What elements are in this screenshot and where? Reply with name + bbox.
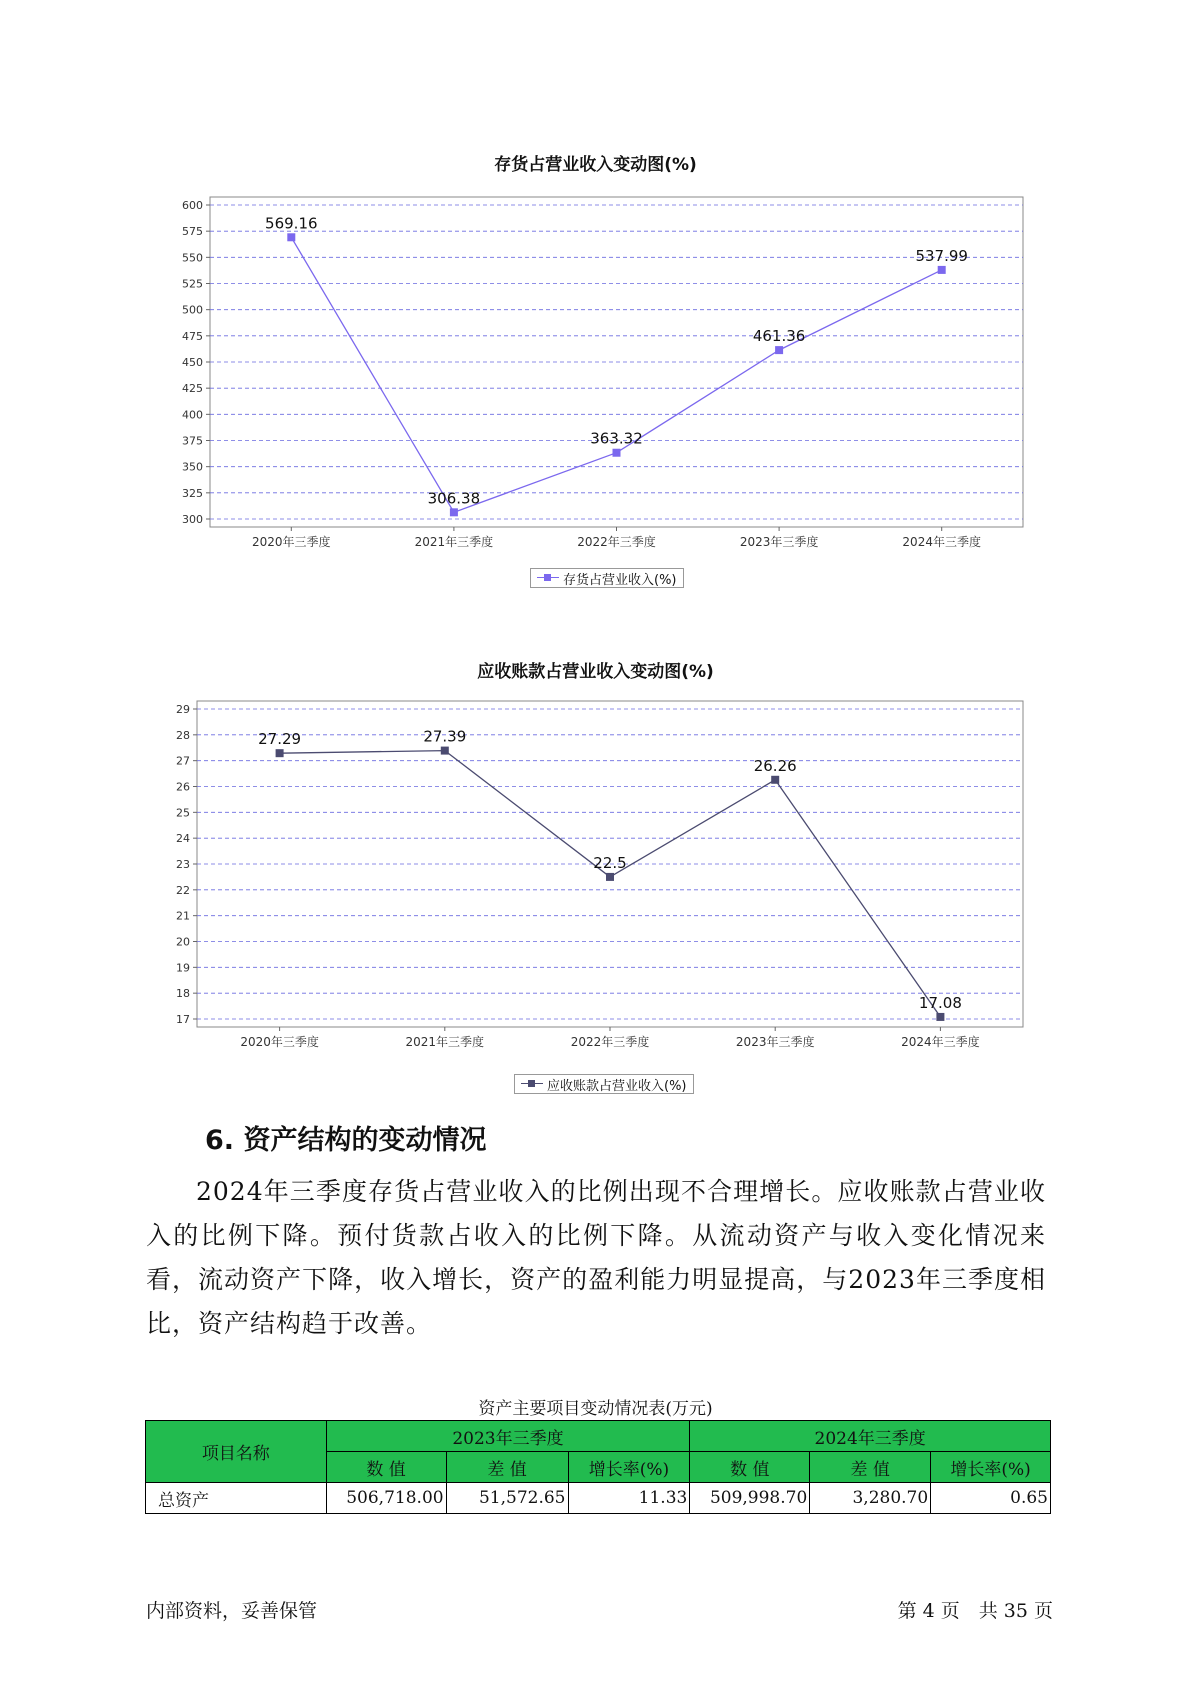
data-point — [613, 449, 621, 457]
y-tick-label: 29 — [176, 703, 190, 716]
header-item-name: 项目名称 — [146, 1421, 327, 1483]
x-tick-label: 2024年三季度 — [902, 535, 981, 549]
y-tick-label: 600 — [182, 199, 203, 212]
data-point — [938, 266, 946, 274]
row-diff-2024: 3,280.70 — [810, 1483, 931, 1514]
header-value-2023: 数 值 — [326, 1452, 446, 1483]
data-label: 569.16 — [265, 214, 318, 233]
y-tick-label: 525 — [182, 277, 203, 291]
section-paragraph: 2024年三季度存货占营业收入的比例出现不合理增长。应收账款占营业收入的比例下降。预付货款占收入的比例下降。从流动资产与收入变化情况来看，流动资产下降，收入增长，资产的盈利能力明显提高，与2023年三季度相比，资产结构趋于改善。 — [146, 1177, 1046, 1338]
data-label: 26.26 — [753, 756, 797, 775]
chart2-legend — [514, 1074, 694, 1094]
y-tick-label: 350 — [182, 460, 203, 474]
chart1-title: 存货占营业收入变动图(%) — [494, 155, 697, 175]
y-tick-label: 28 — [176, 728, 190, 742]
header-period-2023: 2023年三季度 — [326, 1421, 690, 1452]
header-period-2024: 2024年三季度 — [690, 1421, 1051, 1452]
data-point — [775, 346, 783, 354]
y-tick-label: 575 — [182, 225, 203, 239]
chart2-title: 应收账款占营业收入变动图(%) — [477, 662, 714, 682]
y-tick-label: 500 — [182, 303, 203, 317]
data-label: 27.39 — [423, 727, 467, 746]
y-tick-label: 25 — [176, 806, 190, 820]
y-tick-label: 325 — [182, 486, 203, 500]
y-tick-label: 400 — [182, 408, 203, 422]
data-point — [441, 747, 449, 755]
x-tick-label: 2022年三季度 — [570, 1035, 650, 1049]
y-tick-label: 300 — [182, 513, 203, 526]
y-tick-label: 19 — [176, 961, 190, 975]
data-point — [606, 873, 614, 881]
chart1-legend — [530, 568, 684, 588]
chart1-legend-label: 存货占营业收入(%) — [563, 572, 677, 588]
row-rate-2024: 0.65 — [931, 1483, 1051, 1514]
y-tick-label: 27 — [176, 754, 190, 768]
y-tick-label: 22 — [176, 883, 190, 897]
section-heading: 6. 资产结构的变动情况 — [205, 1125, 487, 1156]
y-tick-label: 17 — [176, 1013, 190, 1026]
y-tick-label: 18 — [176, 987, 190, 1001]
x-tick-label: 2023年三季度 — [739, 535, 819, 549]
data-point — [771, 776, 779, 784]
y-tick-label: 550 — [182, 251, 203, 265]
header-rate-2024: 增长率(%) — [931, 1452, 1051, 1483]
data-point — [276, 749, 284, 757]
header-rate-2023: 增长率(%) — [568, 1452, 690, 1483]
y-tick-label: 26 — [176, 780, 190, 794]
table-row — [146, 1483, 1051, 1514]
data-point — [936, 1013, 944, 1021]
footer-page-number: 第 4 页 共 35 页 — [897, 1600, 1053, 1622]
asset-table — [145, 1420, 1051, 1514]
row-diff-2023: 51,572.65 — [446, 1483, 568, 1514]
x-tick-label: 2020年三季度 — [240, 1035, 319, 1049]
y-tick-label: 21 — [176, 909, 190, 923]
y-tick-label: 24 — [176, 832, 190, 846]
row-value-2023: 506,718.00 — [326, 1483, 446, 1514]
data-label: 22.5 — [593, 853, 627, 872]
header-diff-2024: 差 值 — [810, 1452, 931, 1483]
x-tick-label: 2021年三季度 — [405, 1035, 485, 1049]
chart2-legend-label: 应收账款占营业收入(%) — [547, 1078, 687, 1094]
row-name: 总资产 — [146, 1483, 327, 1514]
x-tick-label: 2024年三季度 — [901, 1035, 980, 1049]
footer-confidential: 内部资料，妥善保管 — [146, 1600, 318, 1622]
table-caption: 资产主要项目变动情况表(万元) — [478, 1399, 713, 1419]
data-label: 306.38 — [427, 489, 481, 508]
header-value-2024: 数 值 — [690, 1452, 810, 1483]
legend-marker-icon — [537, 573, 559, 583]
data-point — [287, 233, 295, 241]
chart1-inventory — [0, 180, 1191, 549]
data-label: 17.08 — [918, 993, 962, 1012]
x-tick-label: 2023年三季度 — [735, 1035, 815, 1049]
data-label: 363.32 — [590, 429, 643, 448]
data-point — [450, 508, 458, 516]
y-tick-label: 475 — [182, 329, 203, 343]
y-tick-label: 23 — [176, 858, 190, 871]
y-tick-label: 20 — [176, 935, 190, 949]
row-rate-2023: 11.33 — [568, 1483, 690, 1514]
data-label: 461.36 — [752, 327, 806, 346]
data-label: 537.99 — [915, 246, 968, 265]
x-tick-label: 2022年三季度 — [577, 535, 656, 549]
y-tick-label: 425 — [182, 382, 203, 396]
x-tick-label: 2021年三季度 — [414, 535, 494, 549]
y-tick-label: 375 — [182, 434, 203, 448]
chart2-receivables — [0, 684, 1191, 1049]
y-tick-label: 450 — [182, 356, 203, 369]
data-label: 27.29 — [258, 730, 302, 749]
x-tick-label: 2020年三季度 — [252, 535, 331, 549]
header-diff-2023: 差 值 — [446, 1452, 568, 1483]
legend-marker-icon — [521, 1079, 543, 1089]
row-value-2024: 509,998.70 — [690, 1483, 810, 1514]
